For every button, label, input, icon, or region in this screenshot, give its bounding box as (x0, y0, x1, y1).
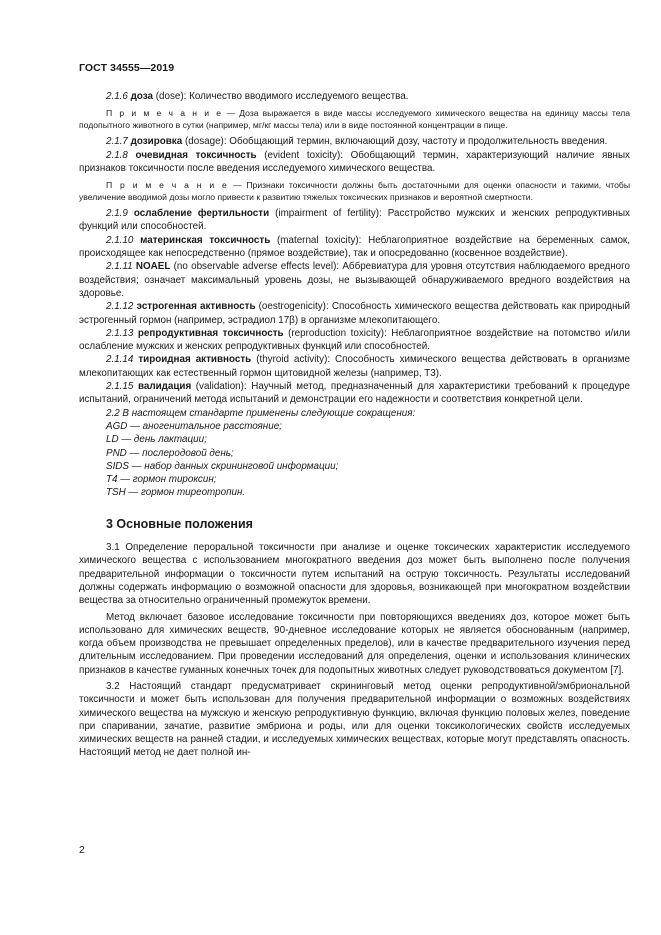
abbreviations-intro: 2.2 В настоящем стандарте применены следующие сокращения: (106, 407, 416, 419)
definition-2-1-11 (79, 260, 630, 300)
clause-number: 2.1.10 (106, 234, 134, 246)
definition-text: (impairment of fertility): Расстройство мужских и женских репродуктивных функций или способностей. (79, 208, 630, 233)
definition-2-1-13 (79, 327, 630, 354)
definition-2-1-7 (79, 135, 630, 148)
note-label: П р и м е ч а н и е (106, 108, 223, 119)
term: ослабление фертильности (133, 208, 270, 220)
definition-text: (thyroid activity): Способность химического вещества действовать в организме млекопитающих как естественный гормон щитовидной железы (например, Т3). (79, 354, 630, 379)
clause-number: 2.1.12 (106, 301, 134, 313)
note-label: П р и м е ч а н и е (106, 180, 229, 191)
term: материнская токсичность (140, 234, 271, 246)
clause-number: 2.1.13 (106, 327, 134, 339)
document-header: ГОСТ 34555—2019 (79, 62, 175, 74)
page-content (79, 90, 630, 760)
clause-number: 2.1.11 (106, 261, 133, 273)
definition-2-1-9 (79, 207, 630, 234)
definition-text: (reproduction toxicity): Неблагоприятное воздействие на потомство и/или ослабление мужских и женских репродуктивных функций или способностей. (79, 327, 630, 353)
abbreviation-item: TSH — гормон тиреотропин. (106, 487, 246, 499)
definition-2-1-15 (79, 380, 630, 407)
page-number: 2 (79, 844, 85, 856)
definition-text: (dose): Количество вводимого исследуемого вещества. (155, 91, 409, 102)
section-heading: 3 Основные положения (106, 516, 253, 531)
definition-text: (oestrogenicity): Способность химического вещества действовать как природный эстрогенный гормон (например, эстрадиол 17β) в организме млекопитающего. (79, 301, 630, 326)
abbreviation-item: PND — послеродовой день; (106, 447, 234, 459)
term: тироидная активность (138, 354, 252, 366)
abbreviation-item: AGD — аногенитальное расстояние; (106, 420, 282, 432)
clause-number: 2.1.14 (106, 354, 134, 366)
clause-number: 2.1.15 (106, 381, 134, 393)
clause-number: 2.1.9 (106, 208, 128, 220)
definition-2-1-14 (79, 353, 630, 380)
term: очевидная токсичность (135, 149, 257, 161)
definition-text: (no observable adverse effects level): Аббревиатура для уровня отсутствия наблюдаемого вредного воздействия; означает максимальный уровень дозы, не вызывающей обнаруживаемого вредного воздействия на здоровье. (79, 261, 630, 299)
definition-2-1-10 (79, 234, 630, 261)
term: валидация (137, 381, 192, 393)
clause-number: 2.1.6 (106, 91, 128, 102)
term: репродуктивная токсичность (137, 327, 284, 339)
definition-text: (maternal toxicity): Неблагоприятное воздействие на беременных самок, происходящее как непосредственно (прямое воздействие), так и опосредованно (косвенное воздействие). (79, 234, 630, 260)
term: NOAEL (135, 261, 171, 273)
abbreviation-item: SIDS — набор данных скрининговой информации; (106, 460, 339, 472)
note-text: — Признаки токсичности должны быть достаточными для оценки опасности и такими, чтобы увеличение вводимой дозы могло привести к развитию тяжелых токсических признаков и вероятной смертности. (79, 180, 630, 203)
paragraph-method: Метод включает базовое исследование токсичности при повторяющихся введениях доз, которое может быть использовано для химических веществ, 90-дневное исследование которых не является обоснованным (например, когда объем производства не превышает определенных пределов), или в качестве предварительного изучения перед длительным исследованием. При проведении исследований для определения, оценки и использования клинических признаков в качестве гуманных конечных точек для подопытных животных следует руководствоваться документом [7]. (79, 611, 630, 676)
note-text: — Доза выражается в виде массы исследуемого химического вещества на единицу массы тела подопытного животного в сутки (например, мг/кг массы тела) или в виде постоянной концентрации в пище. (79, 108, 630, 131)
definition-2-1-12 (79, 300, 630, 327)
clause-number: 2.1.7 (106, 136, 128, 148)
definition-text: (dosage): Обобщающий термин, включающий дозу, частоту и продолжительность введения. (184, 136, 608, 148)
paragraph-3-1: 3.1 Определение пероральной токсичности при анализе и оценке токсических характеристик исследуемого химического вещества с использованием многократного введения доз может быть выполнено после получения предварительной информации о токсичности путем испытаний на острую токсичность. Результаты исследований должны содержать информацию о возможной опасности для здоровья, возникающей при многократном воздействии вещества за относительно ограниченный промежуток времени. (79, 542, 630, 607)
paragraph-3-2: 3.2 Настоящий стандарт предусматривает скрининговый метод оценки репродуктивной/эмбриональной токсичности и может быть использован для получения предварительной информации о возможных воздействиях химического вещества на мужскую и женскую репродуктивную функцию, включая функцию половых желез, поведение при спаривании, зачатие, развитие эмбриона и роды, или для оценки токсикологических свойств исследуемых химических веществ на ранней стадии, и исследуемых химических веществах, которые могут представлять опасность. Настоящий метод не дает полной ин- (79, 680, 630, 759)
definition-2-1-6 (79, 90, 630, 103)
term: доза (130, 91, 154, 102)
term: эстрогенная активность (136, 301, 256, 313)
definition-2-1-8 (79, 149, 630, 176)
definition-text: (validation): Научный метод, предназначенный для характеристики требований к процедуре испытаний, ограничений метода испытаний и демонстрации его надежности и соответствия конкретной цели. (79, 381, 630, 406)
clause-number: 2.1.8 (106, 149, 128, 161)
note-toxicity (79, 179, 630, 203)
definition-text: (evident toxicity): Обобщающий термин, характеризующий наличие явных признаков токсичности после введения исследуемого химического вещества. (79, 149, 630, 174)
note-dose (79, 107, 630, 131)
term: дозировка (130, 136, 183, 148)
abbreviation-item: LD — день лактации; (106, 434, 207, 446)
abbreviation-item: Т4 — гормон тироксин; (106, 474, 217, 486)
